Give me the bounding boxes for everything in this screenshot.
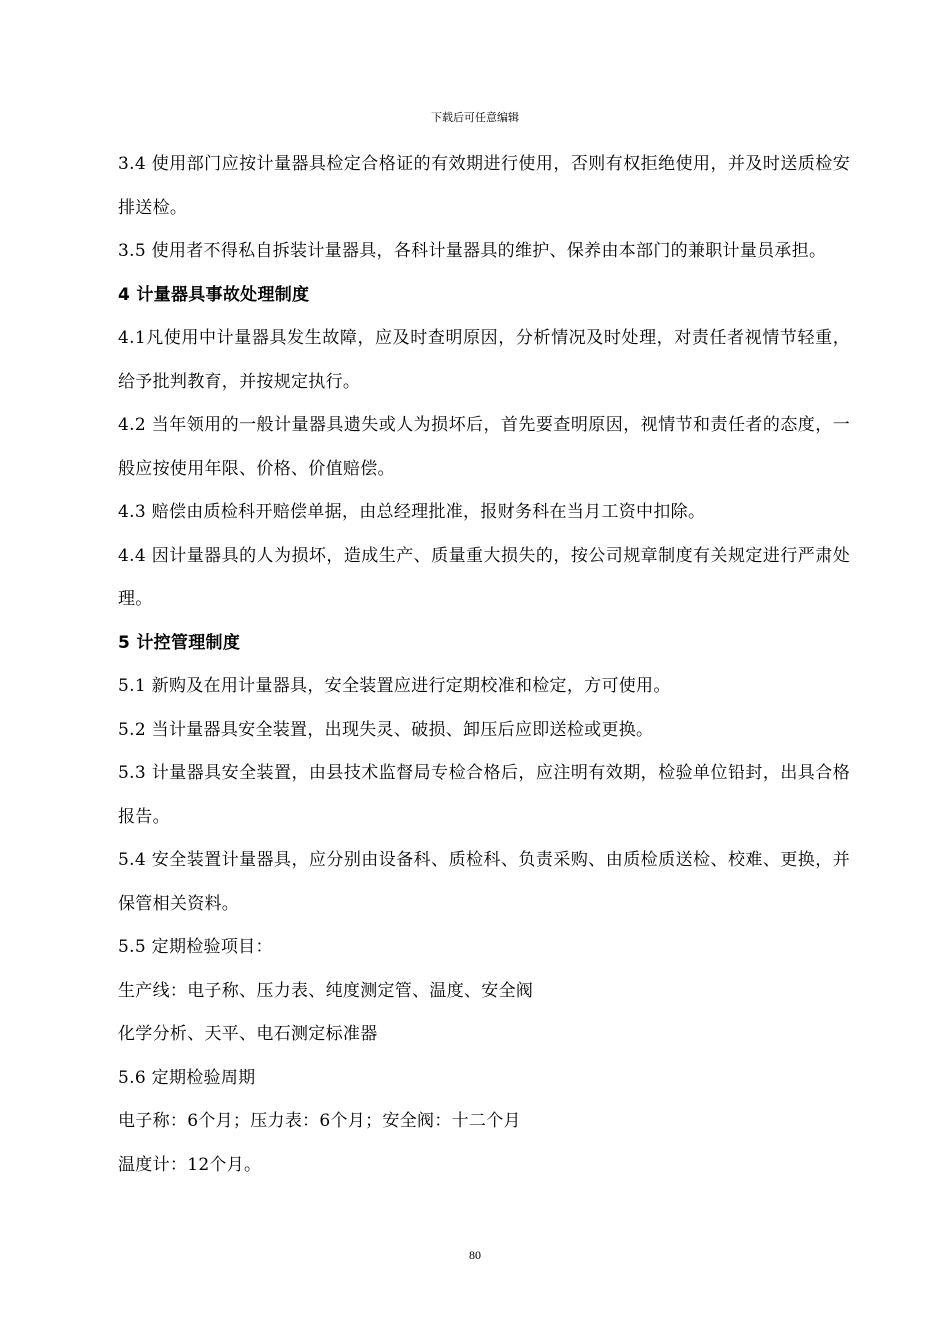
- paragraph-3-5: 3.5 使用者不得私自拆装计量器具，各科计量器具的维护、保养由本部门的兼职计量员承担。: [118, 241, 827, 261]
- paragraph-5-5: 5.5 定期检验项目：: [118, 937, 273, 957]
- paragraph-5-4: 5.4 安全装置计量器具，应分别由设备科、质检科、负责采购、由质检质送检、校难、更换，并保管相关资料。: [118, 850, 850, 914]
- document-body: [118, 143, 850, 1187]
- paragraph-5-1: 5.1 新购及在用计量器具，安全装置应进行定期校准和检定，方可使用。: [118, 676, 671, 696]
- list-line-chemical: 化学分析、天平、电石测定标准器: [118, 1024, 378, 1044]
- paragraph-4-3: 4.3 赔偿由质检科开赔偿单据，由总经理批准，报财务科在当月工资中扣除。: [118, 502, 706, 522]
- page-header: 下载后可任意编辑: [431, 111, 519, 124]
- list-line-periods: 电子称：6个月；压力表：6个月；安全阀：十二个月: [118, 1111, 521, 1131]
- section-heading-4: 4 计量器具事故处理制度: [118, 284, 310, 305]
- list-line-thermometer: 温度计：12个月。: [118, 1154, 262, 1175]
- section-heading-5: 5 计控管理制度: [118, 632, 241, 653]
- paragraph-3-4: 3.4 使用部门应按计量器具检定合格证的有效期进行使用，否则有权拒绝使用，并及时送质检安排送检。: [118, 154, 850, 218]
- page-number: 80: [469, 1248, 481, 1262]
- paragraph-5-6: 5.6 定期检验周期: [118, 1067, 256, 1088]
- list-line-production: 生产线：电子称、压力表、纯度测定管、温度、安全阀: [118, 980, 534, 1001]
- paragraph-4-4: 4.4 因计量器具的人为损坏，造成生产、质量重大损失的，按公司规章制度有关规定进行严肃处理。: [118, 545, 850, 609]
- paragraph-4-1: 4.1凡使用中计量器具发生故障，应及时查明原因，分析情况及时处理，对责任者视情节轻重，给予批判教育，并按规定执行。: [118, 328, 850, 392]
- paragraph-5-3: 5.3 计量器具安全装置，由县技术监督局专检合格后，应注明有效期，检验单位铅封，出具合格报告。: [118, 763, 850, 827]
- paragraph-5-2: 5.2 当计量器具安全装置，出现失灵、破损、卸压后应即送检或更换。: [118, 719, 654, 740]
- paragraph-4-2: 4.2 当年领用的一般计量器具遗失或人为损坏后，首先要查明原因，视情节和责任者的态度，一般应按使用年限、价格、价值赔偿。: [118, 415, 850, 479]
